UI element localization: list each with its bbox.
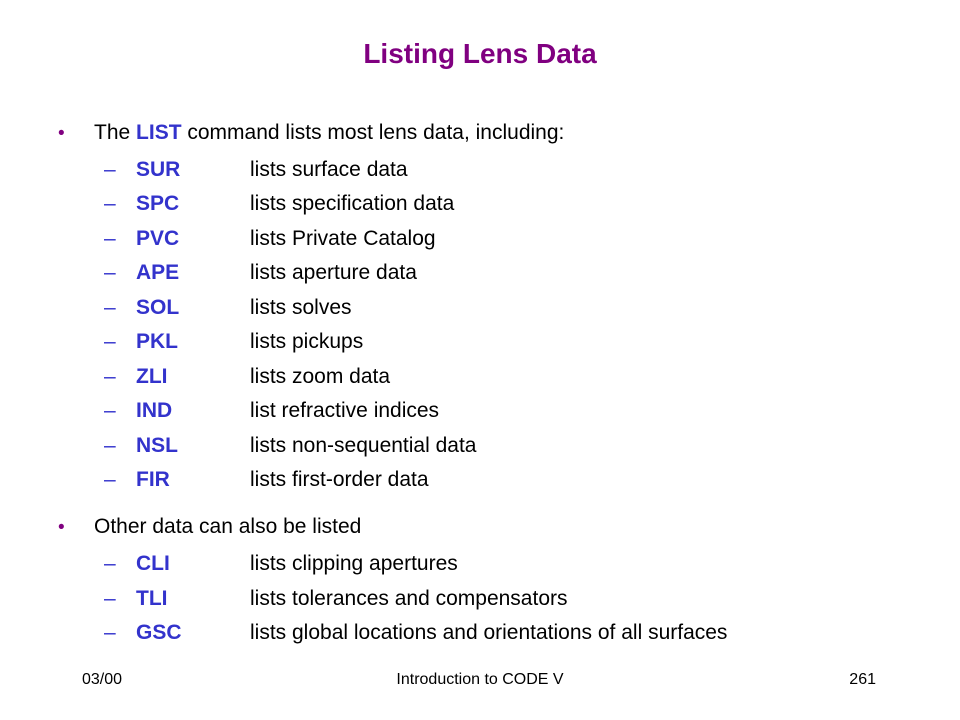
dash-icon: – (104, 468, 116, 491)
command-code: PVC (136, 227, 180, 250)
list-item-nsl (104, 434, 476, 458)
command-code: SOL (136, 296, 180, 319)
bullet-list-command (58, 121, 564, 145)
command-description: lists pickups (250, 330, 364, 353)
command-description: lists aperture data (250, 261, 417, 284)
dash-icon: – (104, 434, 116, 457)
dash-icon: – (104, 330, 116, 353)
bullet-prefix: The (94, 121, 137, 144)
command-description: lists Private Catalog (250, 227, 436, 250)
list-item-spc (104, 192, 454, 216)
list-item-pkl (104, 330, 363, 354)
command-code: CLI (136, 552, 170, 575)
list-item-sur (104, 158, 408, 182)
command-description: lists non-sequential data (250, 434, 477, 457)
bullet-icon: • (58, 517, 65, 538)
command-description: list refractive indices (250, 399, 440, 422)
dash-icon: – (104, 552, 116, 575)
bullet-text (94, 121, 564, 145)
command-code: TLI (136, 587, 168, 610)
dash-icon: – (104, 192, 116, 215)
bullet-icon: • (58, 123, 65, 144)
bullet-suffix: command lists most lens data, including: (181, 121, 565, 144)
dash-icon: – (104, 227, 116, 250)
command-code: IND (136, 399, 173, 422)
list-item-fir (104, 468, 429, 492)
dash-icon: – (104, 158, 116, 181)
dash-icon: – (104, 365, 116, 388)
bullet-other-data (58, 515, 361, 539)
list-item-tli (104, 587, 568, 611)
command-code: GSC (136, 621, 182, 644)
dash-icon: – (104, 399, 116, 422)
list-item-zli (104, 365, 390, 389)
command-code: SPC (136, 192, 180, 215)
footer-course-title: Introduction to CODE V (396, 671, 564, 688)
command-description: lists zoom data (250, 365, 391, 388)
list-item-cli (104, 552, 458, 576)
list-item-ind (104, 399, 439, 423)
footer-date: 03/00 (82, 671, 123, 688)
dash-icon: – (104, 587, 116, 610)
command-description: lists global locations and orientations of all surfaces (250, 621, 728, 644)
list-item-ape (104, 261, 417, 285)
command-description: lists specification data (250, 192, 455, 215)
dash-icon: – (104, 621, 116, 644)
command-code: APE (136, 261, 180, 284)
list-item-gsc (104, 621, 727, 645)
command-description: lists surface data (250, 158, 408, 181)
command-code: FIR (136, 468, 170, 491)
slide-title: Listing Lens Data (363, 38, 597, 69)
command-description: lists clipping apertures (250, 552, 458, 575)
footer-page-number: 261 (849, 671, 876, 688)
list-item-sol (104, 296, 352, 320)
list-item-pvc (104, 227, 436, 251)
dash-icon: – (104, 261, 116, 284)
list-command-keyword: LIST (136, 121, 182, 144)
command-code: PKL (136, 330, 178, 353)
command-code: ZLI (136, 365, 168, 388)
command-description: lists solves (250, 296, 352, 319)
bullet-text: Other data can also be listed (94, 515, 362, 538)
command-code: SUR (136, 158, 181, 181)
command-description: lists tolerances and compensators (250, 587, 568, 610)
command-code: NSL (136, 434, 178, 457)
command-description: lists first-order data (250, 468, 429, 491)
dash-icon: – (104, 296, 116, 319)
